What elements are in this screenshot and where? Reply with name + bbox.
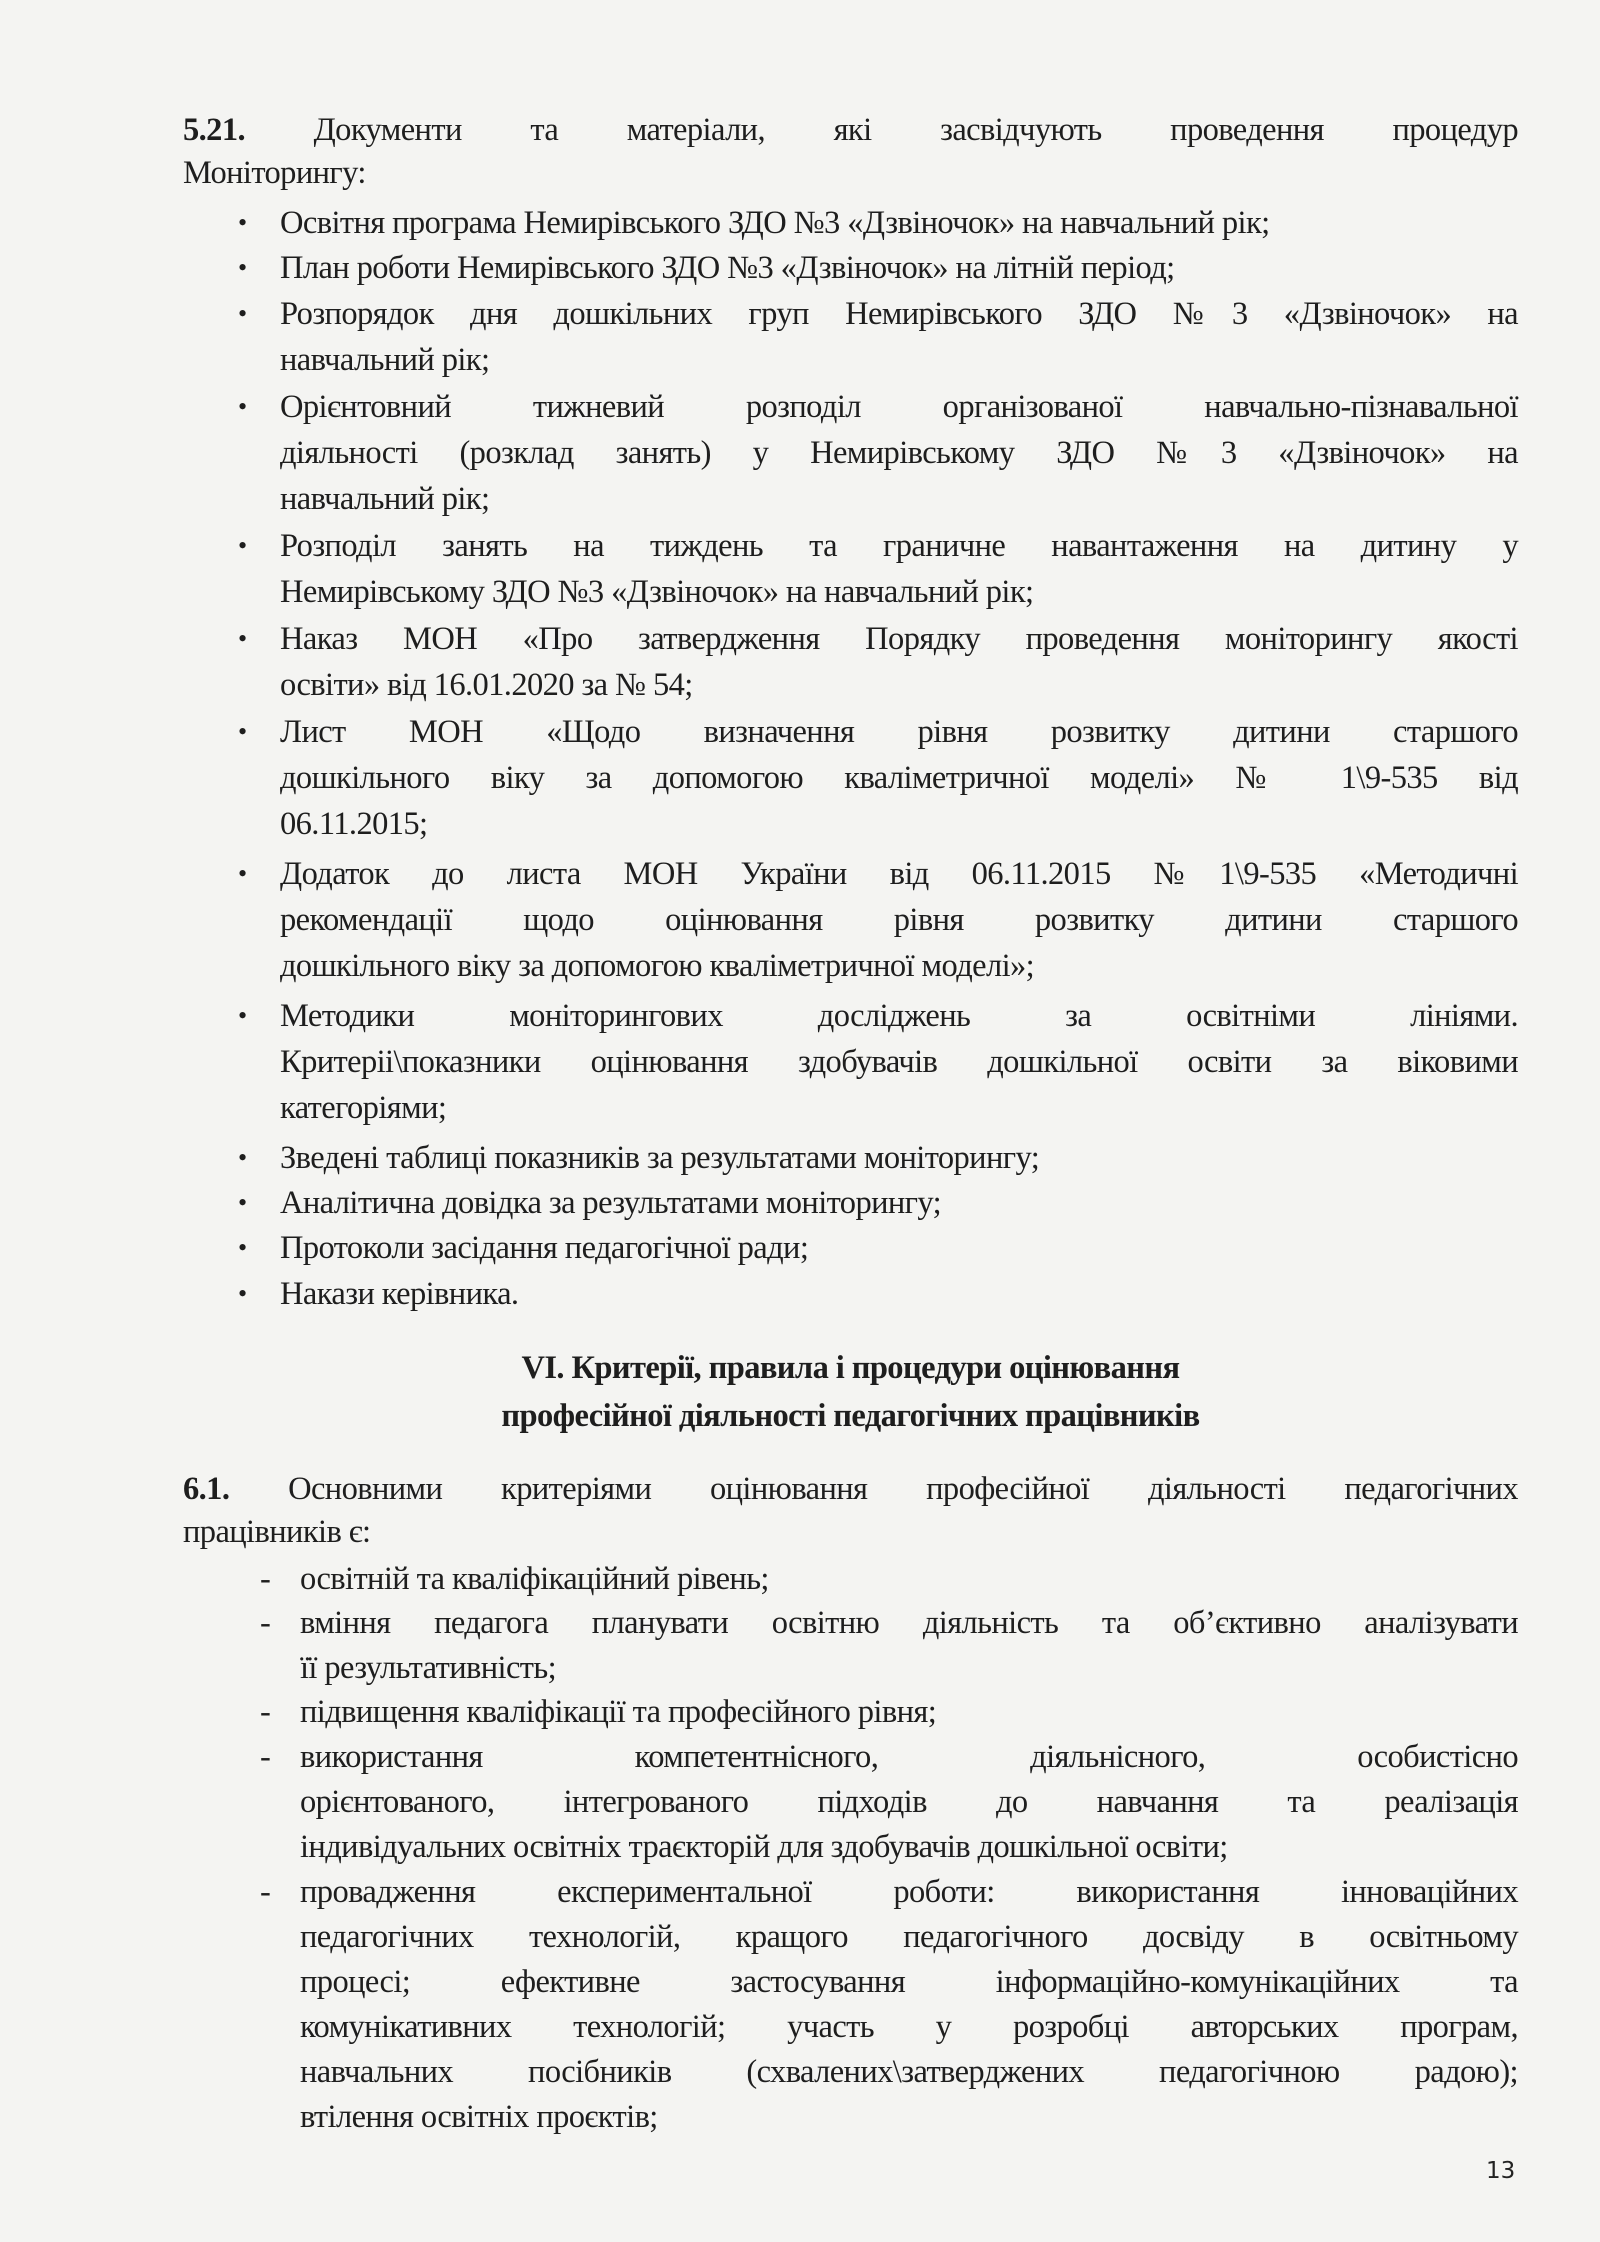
list-item-line: • Орієнтовний тижневий розподіл організованої навчально-пізнавальної — [280, 385, 1518, 429]
bullet-icon: • — [238, 1188, 247, 1217]
intro-text: Документи та матеріали, які засвідчують проведення процедур — [313, 112, 1518, 148]
list-item-line: • Додаток до листа МОН України від 06.11.2015 №1\9-535 «Методичні — [280, 852, 1518, 896]
bullet-icon: • — [238, 1233, 247, 1262]
list-item-line: - вміння педагога планувати освітню діяльність та об’єктивно аналізувати — [300, 1601, 1518, 1645]
dash-bullet-icon: - — [260, 1561, 271, 1597]
list-item-line: дошкільного віку за допомогою кваліметричної моделі» № 1\9-535 від — [280, 760, 1518, 796]
section-number: 5.21. — [183, 112, 246, 148]
list-item-line: • Наказ МОН «Про затвердження Порядку проведення моніторингу якості — [280, 617, 1518, 661]
section-number: 6.1. — [183, 1471, 230, 1507]
section-5-21-intro — [183, 108, 1518, 152]
list-item-line: • Аналітична довідка за результатами моніторингу; — [280, 1181, 1518, 1225]
list-item-line: • Накази керівника. — [280, 1272, 1518, 1316]
list-item-line: • Зведені таблиці показників за результатами моніторингу; — [280, 1136, 1518, 1180]
intro-text-continued: працівників є: — [183, 1514, 371, 1550]
list-item-line: процесі; ефективне застосування інформаційно-комунікаційних та — [300, 1964, 1518, 2000]
list-item-line: - провадження експериментальної роботи: використання інноваційних — [300, 1870, 1518, 1914]
list-item-line: • План роботи Немирівського ЗДО №3 «Дзвіночок» на літній період; — [280, 246, 1518, 290]
list-item-line: орієнтованого, інтегрованого підходів до навчання та реалізація — [300, 1784, 1518, 1820]
list-item-line: Критеріі\показники оцінювання здобувачів дошкільної освіти за віковими — [280, 1044, 1518, 1080]
list-item-line: 06.11.2015; — [280, 806, 428, 842]
bullet-icon: • — [238, 624, 247, 653]
list-item-line: втілення освітніх проєктів; — [300, 2099, 658, 2135]
list-item-line: • Протоколи засідання педагогічної ради; — [280, 1226, 1518, 1270]
page-number: 13 — [1486, 2158, 1516, 2184]
list-item-line: Немирівському ЗДО №3 «Дзвіночок» на навчальний рік; — [280, 574, 1034, 610]
bullet-icon: • — [238, 859, 247, 888]
list-item-line: індивідуальних освітніх траєкторій для здобувачів дошкільної освіти; — [300, 1829, 1228, 1865]
bullet-icon: • — [238, 392, 247, 421]
list-item-line: - підвищення кваліфікації та професійного рівня; — [300, 1690, 1518, 1734]
list-item-line: - використання компетентнісного, діяльнісного, особистісно — [300, 1735, 1518, 1779]
list-item-line: • Методики моніторингових досліджень за освітніми лініями. — [280, 994, 1518, 1038]
section-heading-continued: професійної діяльності педагогічних працівників — [501, 1398, 1200, 1434]
list-item-line: комунікативних технологій; участь у розробці авторських програм, — [300, 2009, 1518, 2045]
list-item-line: • Розпорядок дня дошкільних груп Немирівського ЗДО №3 «Дзвіночок» на — [280, 292, 1518, 336]
list-item-line: навчальний рік; — [280, 481, 490, 517]
bullet-icon: • — [238, 531, 247, 560]
list-item-line: її результативність; — [300, 1650, 557, 1686]
list-item-line: • Освітня програма Немирівського ЗДО №3 «Дзвіночок» на навчальний рік; — [280, 201, 1518, 245]
list-item-line: рекомендації щодо оцінювання рівня розвитку дитини старшого — [280, 902, 1518, 938]
list-item-line: • Лист МОН «Щодо визначення рівня розвитку дитини старшого — [280, 710, 1518, 754]
list-item-line: педагогічних технологій, кращого педагогічного досвіду в освітньому — [300, 1919, 1518, 1955]
dash-bullet-icon: - — [260, 1739, 271, 1775]
list-item-line: дошкільного віку за допомогою кваліметричної моделі»; — [280, 948, 1035, 984]
intro-text: Основними критеріями оцінювання професійної діяльності педагогічних — [288, 1471, 1518, 1507]
intro-text-continued: Моніторингу: — [183, 155, 366, 191]
bullet-icon: • — [238, 299, 247, 328]
bullet-icon: • — [238, 1001, 247, 1030]
list-item-line: діяльності (розклад занять) у Немирівському ЗДО №3 «Дзвіночок» на — [280, 435, 1518, 471]
list-item-line: навчальних посібників (схвалених\затверджених педагогічною радою); — [300, 2054, 1518, 2090]
bullet-icon: • — [238, 717, 247, 746]
bullet-icon: • — [238, 253, 247, 282]
dash-bullet-icon: - — [260, 1694, 271, 1730]
list-item-line: - освітній та кваліфікаційний рівень; — [300, 1557, 1518, 1601]
bullet-icon: • — [238, 208, 247, 237]
dash-bullet-icon: - — [260, 1605, 271, 1641]
section-6-1-intro — [183, 1467, 1518, 1511]
list-item-line: освіти» від 16.01.2020 за № 54; — [280, 667, 693, 703]
section-heading: VI. Критерії, правила і процедури оцінювання — [521, 1350, 1180, 1386]
bullet-icon: • — [238, 1279, 247, 1308]
list-item-line: категоріями; — [280, 1090, 447, 1126]
bullet-icon: • — [238, 1143, 247, 1172]
list-item-line: навчальний рік; — [280, 342, 490, 378]
dash-bullet-icon: - — [260, 1874, 271, 1910]
list-item-line: • Розподіл занять на тиждень та граничне навантаження на дитину у — [280, 524, 1518, 568]
